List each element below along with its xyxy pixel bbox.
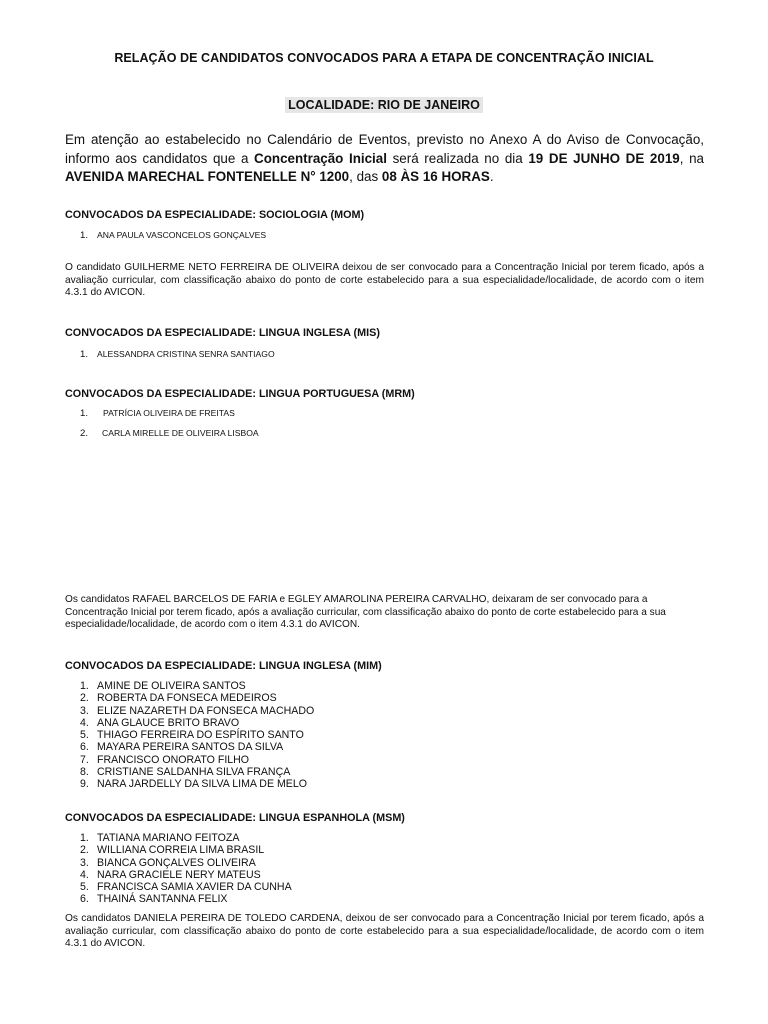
list-item: 9. NARA JARDELLY DA SILVA LIMA DE MELO	[80, 778, 307, 791]
note-sociologia: O candidato GUILHERME NETO FERREIRA DE OLIVEIRA deixou de ser convocado para a Concentração Inicial por terem ficado, após a avaliação curricular, com classificação abaixo do ponto de corte estabelecido para a sua especialidade/localidade, de acordo com o item 4.3.1 do AVICON.	[65, 262, 704, 299]
list-item: 1. AMINE DE OLIVEIRA SANTOS	[80, 680, 246, 692]
list-item: 6. MAYARA PEREIRA SANTOS DA SILVA	[80, 741, 284, 754]
candidate-name: BIANCA GONÇALVES OLIVEIRA	[97, 856, 256, 869]
document-title: RELAÇÃO DE CANDIDATOS CONVOCADOS PARA A ETAPA DE CONCENTRAÇÃO INICIAL	[114, 51, 654, 65]
section-heading-ingles-mis: CONVOCADOS DA ESPECIALIDADE: LINGUA INGLESA (MIS)	[65, 327, 380, 339]
candidate-name: ALESSANDRA CRISTINA SENRA SANTIAGO	[97, 349, 275, 359]
list-item: 6. THAINÁ SANTANNA FELIX	[80, 893, 228, 906]
candidate-name: FRANCISCA SAMIA XAVIER DA CUNHA	[97, 881, 292, 894]
note-portugues-mrm: Os candidatos RAFAEL BARCELOS DE FARIA e EGLEY AMAROLINA PEREIRA CARVALHO, deixaram de ser convocado para a Concentração Inicial por terem ficado, após a avaliação curricular, com classificação abaixo do ponto de corte estabelecido para a sua especialidade/localidade, de acordo com o item 4.3.1 do AVICON.	[65, 594, 666, 631]
candidate-name: PATRÍCIA OLIVEIRA DE FREITAS	[103, 408, 235, 418]
list-item: 4. NARA GRACIELE NERY MATEUS	[80, 868, 261, 881]
list-item: 2. CARLA MIRELLE DE OLIVEIRA LISBOA	[80, 428, 259, 439]
candidate-name: FRANCISCO ONORATO FILHO	[97, 753, 250, 766]
locality-label: LOCALIDADE: RIO DE JANEIRO	[285, 97, 483, 113]
note-espanhol-msm: Os candidatos DANIELA PEREIRA DE TOLEDO CARDENA, deixou de ser convocado para a Concentração Inicial por terem ficado, após a avaliação curricular, com classificação abaixo do ponto de corte estabelecido para a sua especialidade/localidade, de acordo com o item 4.3.1 do AVICON.	[65, 913, 704, 950]
list-item: 2. WILLIANA CORREIA LIMA BRASIL	[80, 844, 265, 857]
list-item: 2. ROBERTA DA FONSECA MEDEIROS	[80, 692, 277, 705]
candidate-name: MAYARA PEREIRA SANTOS DA SILVA	[97, 741, 284, 754]
candidate-name: NARA GRACIELE NERY MATEUS	[97, 868, 261, 881]
section-heading-ingles-mim: CONVOCADOS DA ESPECIALIDADE: LINGUA INGLESA (MIM)	[65, 660, 382, 672]
candidate-name: THAINÁ SANTANNA FELIX	[97, 893, 228, 906]
list-sociologia	[80, 230, 266, 241]
intro-text-1: Em atenção ao estabelecido no Calendário de Eventos, previsto no Anexo A do Aviso de Convocação, informo aos candidatos que a	[65, 132, 704, 166]
candidate-name: TATIANA MARIANO FEITOZA	[97, 832, 240, 844]
intro-text-4: , das	[349, 169, 382, 184]
intro-text-2: será realizada no dia	[386, 150, 529, 166]
list-item: 7. FRANCISCO ONORATO FILHO	[80, 753, 250, 766]
candidate-name: WILLIANA CORREIA LIMA BRASIL	[97, 844, 265, 857]
candidate-name: ROBERTA DA FONSECA MEDEIROS	[97, 692, 277, 705]
list-item: 1. ALESSANDRA CRISTINA SENRA SANTIAGO	[80, 349, 275, 360]
intro-text-3: , na	[679, 150, 704, 166]
candidate-name: CRISTIANE SALDANHA SILVA FRANÇA	[97, 766, 291, 779]
list-espanhol-msm	[80, 832, 292, 906]
section-heading-sociologia: CONVOCADOS DA ESPECIALIDADE: SOCIOLOGIA (MOM)	[65, 209, 365, 221]
intro-paragraph	[65, 131, 704, 187]
intro-bold-concentracao: Concentração Inicial	[254, 150, 387, 166]
candidate-name: NARA JARDELLY DA SILVA LIMA DE MELO	[97, 778, 307, 791]
candidate-name: CARLA MIRELLE DE OLIVEIRA LISBOA	[102, 428, 259, 438]
locality-line	[0, 96, 768, 114]
list-item: 8. CRISTIANE SALDANHA SILVA FRANÇA	[80, 766, 291, 779]
candidate-name: THIAGO FERREIRA DO ESPÍRITO SANTO	[97, 729, 304, 742]
list-item: 5. THIAGO FERREIRA DO ESPÍRITO SANTO	[80, 729, 304, 742]
intro-text-5: .	[489, 169, 494, 184]
intro-bold-hours: 08 ÀS 16 HORAS	[381, 169, 490, 184]
list-item: 5. FRANCISCA SAMIA XAVIER DA CUNHA	[80, 881, 292, 894]
intro-bold-address: AVENIDA MARECHAL FONTENELLE N° 1200	[65, 169, 350, 184]
list-item: 1. ANA PAULA VASCONCELOS GONÇALVES	[80, 230, 267, 241]
section-heading-portugues-mrm: CONVOCADOS DA ESPECIALIDADE: LINGUA PORTUGUESA (MRM)	[65, 388, 415, 400]
section-heading-espanhol-msm: CONVOCADOS DA ESPECIALIDADE: LINGUA ESPANHOLA (MSM)	[65, 812, 405, 824]
list-item: 4. ANA GLAUCE BRITO BRAVO	[80, 716, 240, 729]
list-item: 3. BIANCA GONÇALVES OLIVEIRA	[80, 856, 256, 869]
list-item: 1. PATRÍCIA OLIVEIRA DE FREITAS	[80, 408, 235, 419]
list-ingles-mim	[80, 680, 314, 791]
candidate-name: ANA GLAUCE BRITO BRAVO	[97, 716, 240, 729]
list-item: 3. ELIZE NAZARETH DA FONSECA MACHADO	[80, 704, 315, 717]
list-portugues-mrm	[80, 408, 259, 439]
candidate-name: ANA PAULA VASCONCELOS GONÇALVES	[97, 230, 267, 240]
list-ingles-mis	[80, 349, 275, 360]
list-item: 1. TATIANA MARIANO FEITOZA	[80, 832, 240, 844]
candidate-name: ELIZE NAZARETH DA FONSECA MACHADO	[97, 704, 315, 717]
candidate-name: AMINE DE OLIVEIRA SANTOS	[97, 680, 246, 692]
intro-bold-date: 19 DE JUNHO DE 2019	[528, 150, 680, 166]
